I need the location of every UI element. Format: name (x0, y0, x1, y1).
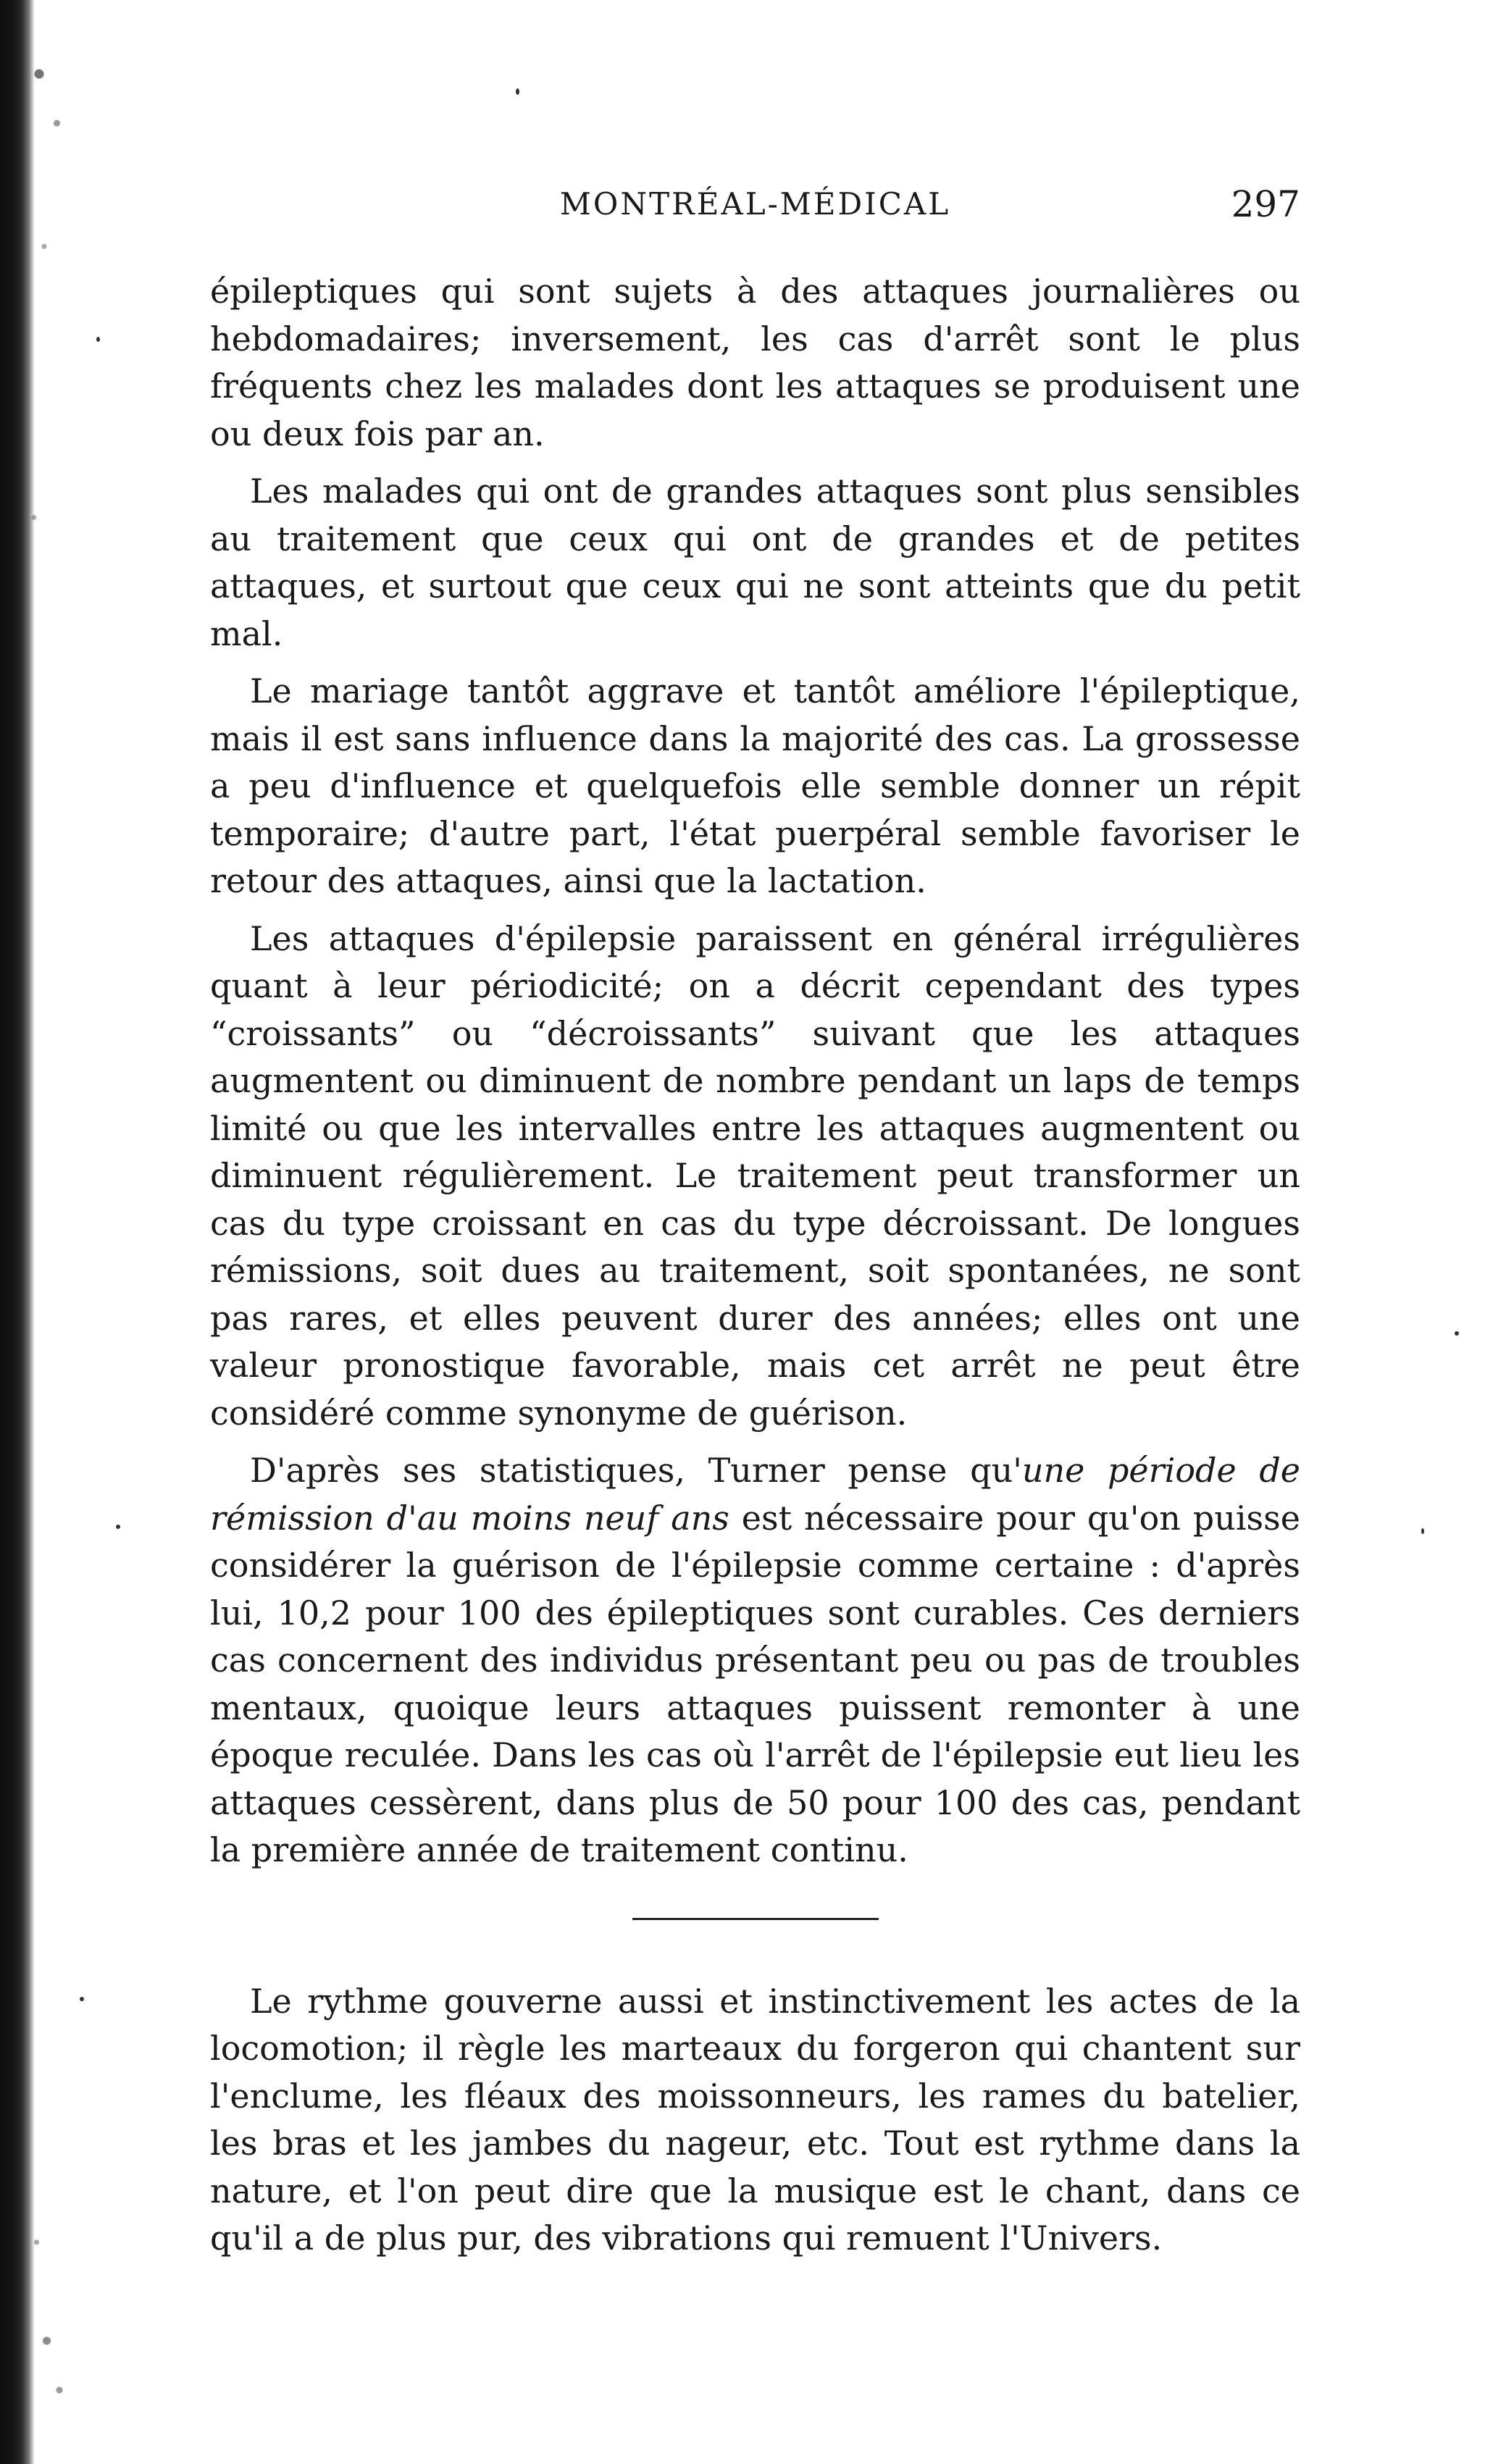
dust-mark (80, 1997, 84, 2001)
paragraph-rhythm: Le rythme gouverne aussi et instinctivement les actes de la locomotion; il règle les marteaux du forgeron qui chantent sur l'enclume, les fléaux des moissonneurs, les rames du batelier, les bras et les jambes du nageur, etc. Tout est rythme dans la nature, et l'on peut dire que la musique est le chant, dans ce qu'il a de plus pur, des vibrations qui remuent l'Univers. (210, 1981, 1300, 2258)
body-text (210, 268, 1300, 2273)
turner-emphasis: une période de rémission d'au moins neuf ans (210, 1451, 1301, 1538)
paragraph-continuation: épileptiques qui sont sujets à des attaques journalières ou hebdomadaires; inversement, les cas d'arrêt sont le plus fréquents chez les malades dont les attaques se produisent une ou deux fois par an. (210, 272, 1300, 453)
dust-mark (96, 337, 100, 342)
paragraph-attack-types: Les malades qui ont de grandes attaques sont plus sensibles au traitement que ceux qui ont de grandes et de petites attaques, et surtout que ceux qui ne sont atteints que du petit mal. (210, 472, 1300, 653)
dust-mark (1455, 1331, 1459, 1336)
paragraph-marriage: Le mariage tantôt aggrave et tantôt améliore l'épileptique, mais il est sans influence dans la majorité des cas. La grossesse a peu d'influence et quelquefois elle semble donner un répit temporaire; d'autre part, l'état puerpéral semble favoriser le retour des attaques, ainsi que la lactation. (210, 671, 1300, 900)
paragraph-periodicity: Les attaques d'épilepsie paraissent en général irrégulières quant à leur périodicité; on a décrit cependant des types “croissants” ou “décroissants” suivant que les attaques augmentent ou diminuent de nombre pendant un laps de temps limité ou que les intervalles entre les attaques augmentent ou diminuent régulièrement. Le traitement peut transformer un cas du type croissant en cas du type décroissant. De longues rémissions, soit dues au traitement, soit spontanées, ne sont pas rares, et elles peuvent durer des années; elles ont une valeur pronostique favorable, mais cet arrêt ne peut être considéré comme synonyme de guérison. (210, 918, 1300, 1433)
dust-mark (1421, 1528, 1424, 1534)
turner-text-before: D'après ses statistiques, Turner pense qu' (250, 1451, 1022, 1490)
dust-mark (116, 1525, 120, 1529)
binding-speckle (29, 0, 80, 2464)
running-title: MONTRÉAL-MÉDICAL (559, 186, 951, 222)
section-divider (632, 1918, 879, 1920)
page-number: 297 (1231, 183, 1300, 225)
dust-mark (516, 88, 519, 95)
running-head (210, 183, 1300, 226)
turner-text-after: est nécessaire pour qu'on puisse considérer la guérison de l'épilepsie comme certaine : d'après lui, 10,2 pour 100 des épileptiques sont curables. Ces derniers cas concernent des individus présentant peu ou pas de troubles mentaux, quoique leurs attaques puissent remonter à une époque reculée. Dans les cas où l'arrêt de l'épilepsie eut lieu les attaques cessèrent, dans plus de 50 pour 100 des cas, pendant la première année de traitement continu. (210, 1498, 1300, 1869)
paragraph-turner (210, 1447, 1300, 1874)
